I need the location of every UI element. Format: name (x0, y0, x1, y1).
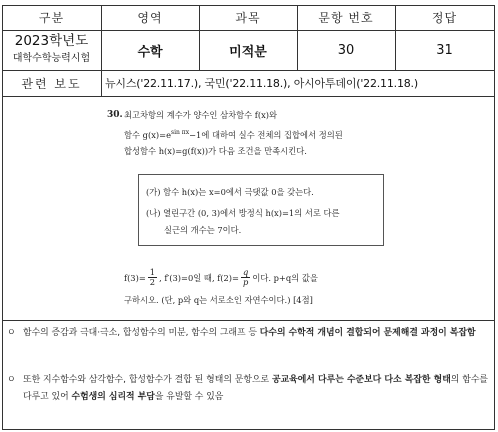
condition-a: (가) 함수 h(x)는 x=0에서 극댓값 0을 갖는다. (146, 187, 314, 197)
question-number-value: 30 (337, 42, 355, 58)
exam-name (2, 30, 101, 70)
problem-line-3: 합성함수 h(x)=g(f(x))가 다음 조건을 만족시킨다. (124, 146, 307, 156)
header-question-number: 문항 번호 (318, 11, 374, 25)
problem-line-1: 최고차항의 계수가 양수인 삼차함수 f(x)와 (124, 110, 278, 120)
report-sources: 뉴시스('22.11.17.), 국민('22.11.18.), 아시아투데이('22.11.18.) (105, 77, 418, 90)
area-value: 수학 (137, 44, 163, 60)
header-answer: 정답 (431, 11, 458, 25)
report-label: 관련 보도 (21, 76, 82, 91)
header-subject: 과목 (235, 11, 261, 25)
problem-divider (2, 320, 494, 321)
problem-line-4: f(3)= $\frac{1}{2}$ , f′(3)=0일 때, f(2)= $\frac{q}{p}$ 이다. p+q의 값을 (124, 267, 318, 287)
fraction-q-over-p: $\frac{q}{p}$ (243, 267, 249, 287)
condition-b-line-1: (나) 열린구간 (0, 3)에서 방정식 h(x)=1의 서로 다른 (146, 208, 340, 218)
bullet-circle-1: ㅇ (7, 328, 16, 338)
table-border-right (494, 5, 495, 430)
note-2: 또한 지수함수와 삼각함수, 합성함수가 결합 된 형태의 문항으로 공교육에서 다루는 수준보다 다소 복잡한 형태의 함수를 다루고 있어 수험생의 심리적 부담을 유발할 수 있음 (23, 375, 488, 402)
header-category: 구분 (38, 11, 65, 25)
condition-b-line-2: 실근의 개수는 7이다. (164, 225, 242, 235)
bullet-circle-2: ㅇ (7, 375, 16, 385)
report-divider (101, 70, 102, 96)
fraction-one-half: $\frac{1}{2}$ (149, 267, 156, 287)
header-area: 영역 (137, 11, 163, 25)
problem-line-5: 구하시오. (단, p와 q는 서로소인 자연수이다.) [4점] (124, 295, 313, 305)
note-1: 함수의 증감과 극대·극소, 합성함수의 미분, 함수의 그래프 등 다수의 수학적 개념이 결합되어 문제해결 과정이 복잡함 (23, 328, 476, 338)
problem-number: 30. (107, 110, 123, 120)
row-divider-2 (2, 96, 494, 97)
exam-year: 2023학년도 (14, 33, 89, 49)
table-border-bottom (2, 429, 494, 430)
answer-value: 31 (436, 42, 453, 58)
exam-title: 대학수학능력시험 (12, 53, 91, 64)
problem-line-2: 함수 $g(x)=e^{sin \pi x}-1$에 대하여 실수 전체의 집합에서 정의된 (124, 129, 343, 140)
subject-value: 미적분 (229, 44, 267, 60)
